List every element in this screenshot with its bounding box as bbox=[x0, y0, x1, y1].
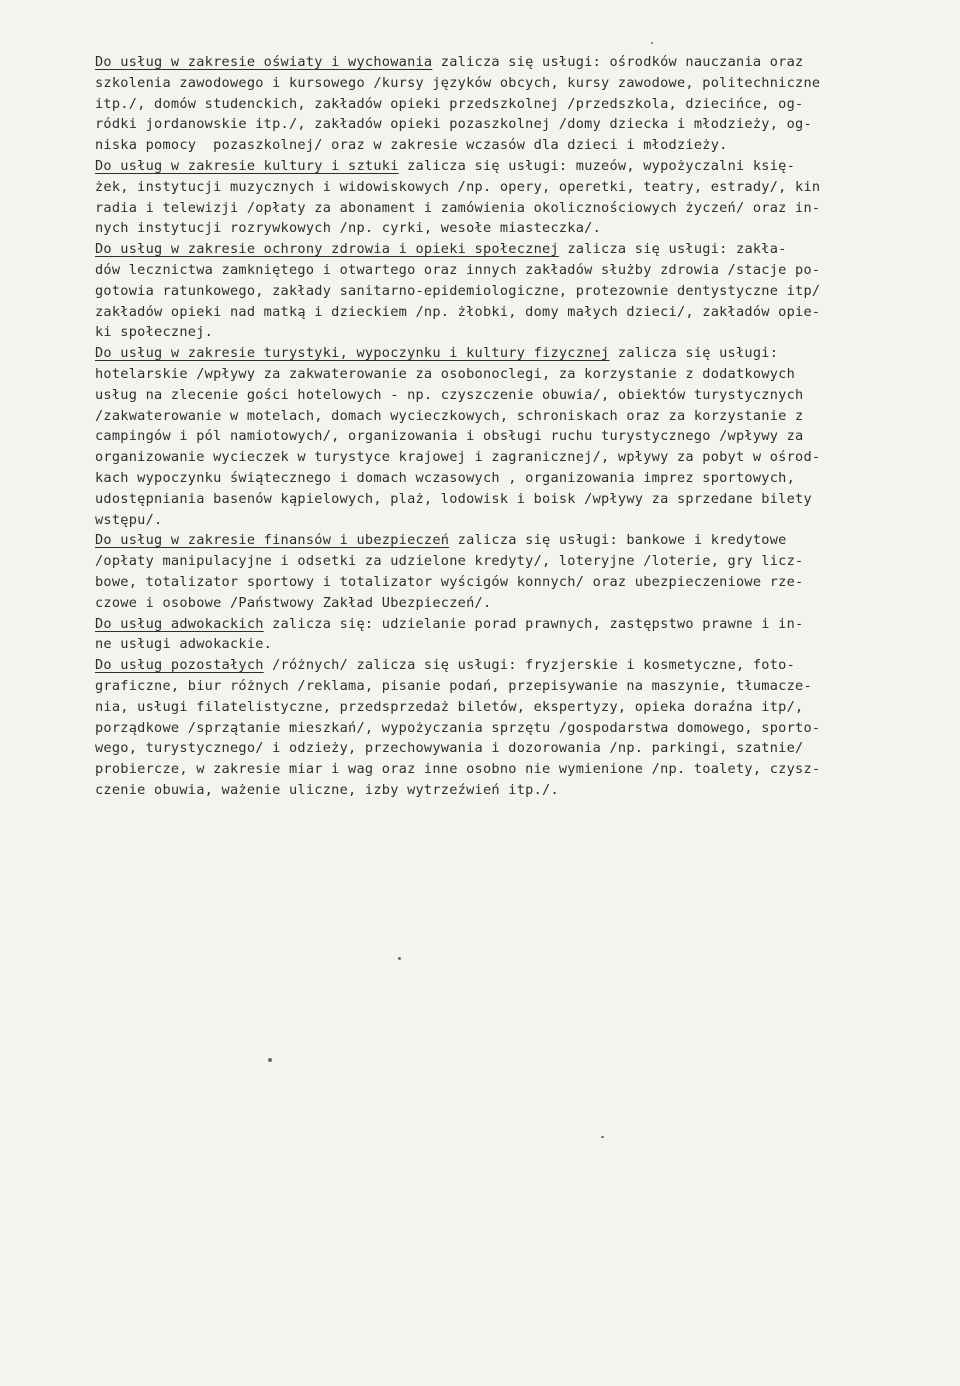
line-text: zalicza się usługi: ośrodków nauczania oraz bbox=[432, 54, 804, 70]
ink-speck bbox=[268, 1058, 272, 1062]
text-line bbox=[95, 655, 940, 676]
line-text: ródki jordanowskie itp./, zakładów opieki pozaszkolnej /domy dziecka i młodzieży, og- bbox=[95, 116, 812, 133]
text-line bbox=[95, 73, 940, 94]
line-text: zalicza się usługi: bbox=[609, 345, 779, 362]
line-text: kach wypoczynku świątecznego i domach wczasowych , organizowania imprez sportowych, bbox=[95, 469, 796, 486]
line-text: probiercze, w zakresie miar i wag oraz inne osobno nie wymienione /np. toalety, czysz- bbox=[95, 761, 821, 778]
line-text: campingów i pól namiotowych/, organizowania i obsługi ruchu turystycznego /wpływy za bbox=[95, 428, 804, 445]
text-line bbox=[95, 780, 940, 801]
text-line bbox=[95, 406, 940, 427]
text-line bbox=[95, 218, 940, 239]
text-line bbox=[95, 302, 940, 323]
text-line bbox=[95, 94, 940, 115]
text-line bbox=[95, 738, 940, 759]
line-text: zalicza się usługi: muzeów, wypożyczalni księ- bbox=[398, 157, 796, 174]
text-line bbox=[95, 177, 940, 198]
line-text: porządkowe /sprzątanie mieszkań/, wypożyczania sprzętu /gospodarstwa domowego, sporto- bbox=[95, 719, 821, 736]
section-heading: Do usług w zakresie finansów i ubezpieczeń bbox=[95, 532, 450, 549]
text-line bbox=[95, 634, 940, 655]
line-text: hotelarskie /wpływy za zakwaterowanie za osobonoclegi, za korzystanie z dodatkowych bbox=[95, 365, 796, 382]
text-line bbox=[95, 260, 940, 281]
line-text: żek, instytucji muzycznych i widowiskowych /np. opery, operetki, teatry, estrady/, kin bbox=[95, 178, 821, 195]
line-text: czenie obuwia, ważenie uliczne, izby wytrzeźwień itp./. bbox=[95, 781, 559, 798]
text-line bbox=[95, 759, 940, 780]
line-text: dów lecznictwa zamkniętego i otwartego oraz innych zakładów służby zdrowia /stacje po- bbox=[95, 261, 821, 278]
text-line bbox=[95, 156, 940, 177]
ink-speck bbox=[601, 1136, 604, 1138]
line-text: zakładów opieki nad matką i dzieckiem /np. żłobki, domy małych dzieci/, zakładów opie- bbox=[95, 303, 821, 320]
text-line bbox=[95, 343, 940, 364]
line-text: zalicza się usługi: zakła- bbox=[558, 241, 787, 258]
text-line bbox=[95, 676, 940, 697]
line-text: nia, usługi filatelistyczne, przedsprzedaż biletów, ekspertyzy, opieka doraźna itp/, bbox=[95, 698, 804, 715]
text-line bbox=[95, 135, 940, 156]
line-text: ki społecznej. bbox=[95, 324, 214, 341]
line-text: organizowanie wycieczek w turystyce krajowej i zagranicznej/, wpływy za pobyt w ośrod- bbox=[95, 449, 821, 466]
text-line bbox=[95, 510, 940, 531]
line-text: ne usługi adwokackie. bbox=[95, 636, 273, 653]
line-text: radia i telewizji /opłaty za abonament i zamówienia okolicznościowych życzeń/ oraz in- bbox=[95, 199, 821, 216]
text-line bbox=[95, 322, 940, 343]
text-line bbox=[95, 468, 940, 489]
text-line bbox=[95, 530, 940, 551]
section-heading: Do usług w zakresie ochrony zdrowia i opieki społecznej bbox=[95, 241, 559, 258]
line-text: /zakwaterowanie w motelach, domach wycieczkowych, schroniskach oraz za korzystanie z bbox=[95, 407, 804, 424]
section-heading: Do usług pozostałych bbox=[95, 657, 264, 674]
line-text: wego, turystycznego/ i odzieży, przechowywania i dozorowania /np. parkingi, szatnie/ bbox=[95, 740, 804, 757]
line-text: /opłaty manipulacyjne i odsetki za udzielone kredyty/, loteryjne /loterie, gry licz- bbox=[95, 553, 804, 570]
text-line bbox=[95, 114, 940, 135]
text-line bbox=[95, 489, 940, 510]
ink-speck bbox=[651, 42, 653, 44]
section-heading: Do usług w zakresie kultury i sztuki bbox=[95, 157, 399, 174]
document-body bbox=[95, 52, 940, 801]
line-text: bowe, totalizator sportowy i totalizator wyścigów konnych/ oraz ubezpieczeniowe rze- bbox=[95, 573, 804, 590]
line-text: szkolenia zawodowego i kursowego /kursy języków obcych, kursy zawodowe, politechniczne bbox=[95, 74, 821, 91]
text-line bbox=[95, 52, 940, 73]
section-heading: Do usług adwokackich bbox=[95, 615, 264, 632]
line-text: gotowia ratunkowego, zakłady sanitarno-epidemiologiczne, protezownie dentystyczne itp/ bbox=[95, 282, 821, 299]
text-line bbox=[95, 447, 940, 468]
text-line bbox=[95, 364, 940, 385]
line-text: usług na zlecenie gości hotelowych - np. czyszczenie obuwia/, obiektów turystycznych bbox=[95, 386, 804, 403]
text-line bbox=[95, 718, 940, 739]
text-line bbox=[95, 614, 940, 635]
line-text: /różnych/ zalicza się usługi: fryzjerskie i kosmetyczne, foto- bbox=[263, 657, 796, 674]
section-heading: Do usług w zakresie turystyki, wypoczynku i kultury fizycznej bbox=[95, 345, 610, 362]
line-text: wstępu/. bbox=[95, 511, 163, 528]
line-text: nych instytucji rozrywkowych /np. cyrki, wesołe miasteczka/. bbox=[95, 220, 602, 237]
text-line bbox=[95, 551, 940, 572]
line-text: udostępniania basenów kąpielowych, plaż, lodowisk i boisk /wpływy za sprzedane bilety bbox=[95, 490, 812, 507]
line-text: zalicza się usługi: bankowe i kredytowe bbox=[449, 532, 787, 549]
ink-speck bbox=[398, 957, 401, 960]
text-line bbox=[95, 697, 940, 718]
line-text: czowe i osobowe /Państwowy Zakład Ubezpieczeń/. bbox=[95, 594, 492, 611]
line-text: graficzne, biur różnych /reklama, pisanie podań, przepisywanie na maszynie, tłumacze- bbox=[95, 677, 812, 694]
text-line bbox=[95, 385, 940, 406]
section-heading: Do usług w zakresie oświaty i wychowania bbox=[95, 54, 433, 70]
text-line bbox=[95, 426, 940, 447]
text-line bbox=[95, 593, 940, 614]
text-line bbox=[95, 281, 940, 302]
text-line bbox=[95, 198, 940, 219]
text-line bbox=[95, 572, 940, 593]
line-text: niska pomocy pozaszkolnej/ oraz w zakresie wczasów dla dzieci i młodzieży. bbox=[95, 137, 728, 154]
line-text: itp./, domów studenckich, zakładów opieki przedszkolnej /przedszkola, dziecińce, og- bbox=[95, 95, 804, 112]
line-text: zalicza się: udzielanie porad prawnych, zastępstwo prawne i in- bbox=[263, 615, 804, 632]
text-line bbox=[95, 239, 940, 260]
